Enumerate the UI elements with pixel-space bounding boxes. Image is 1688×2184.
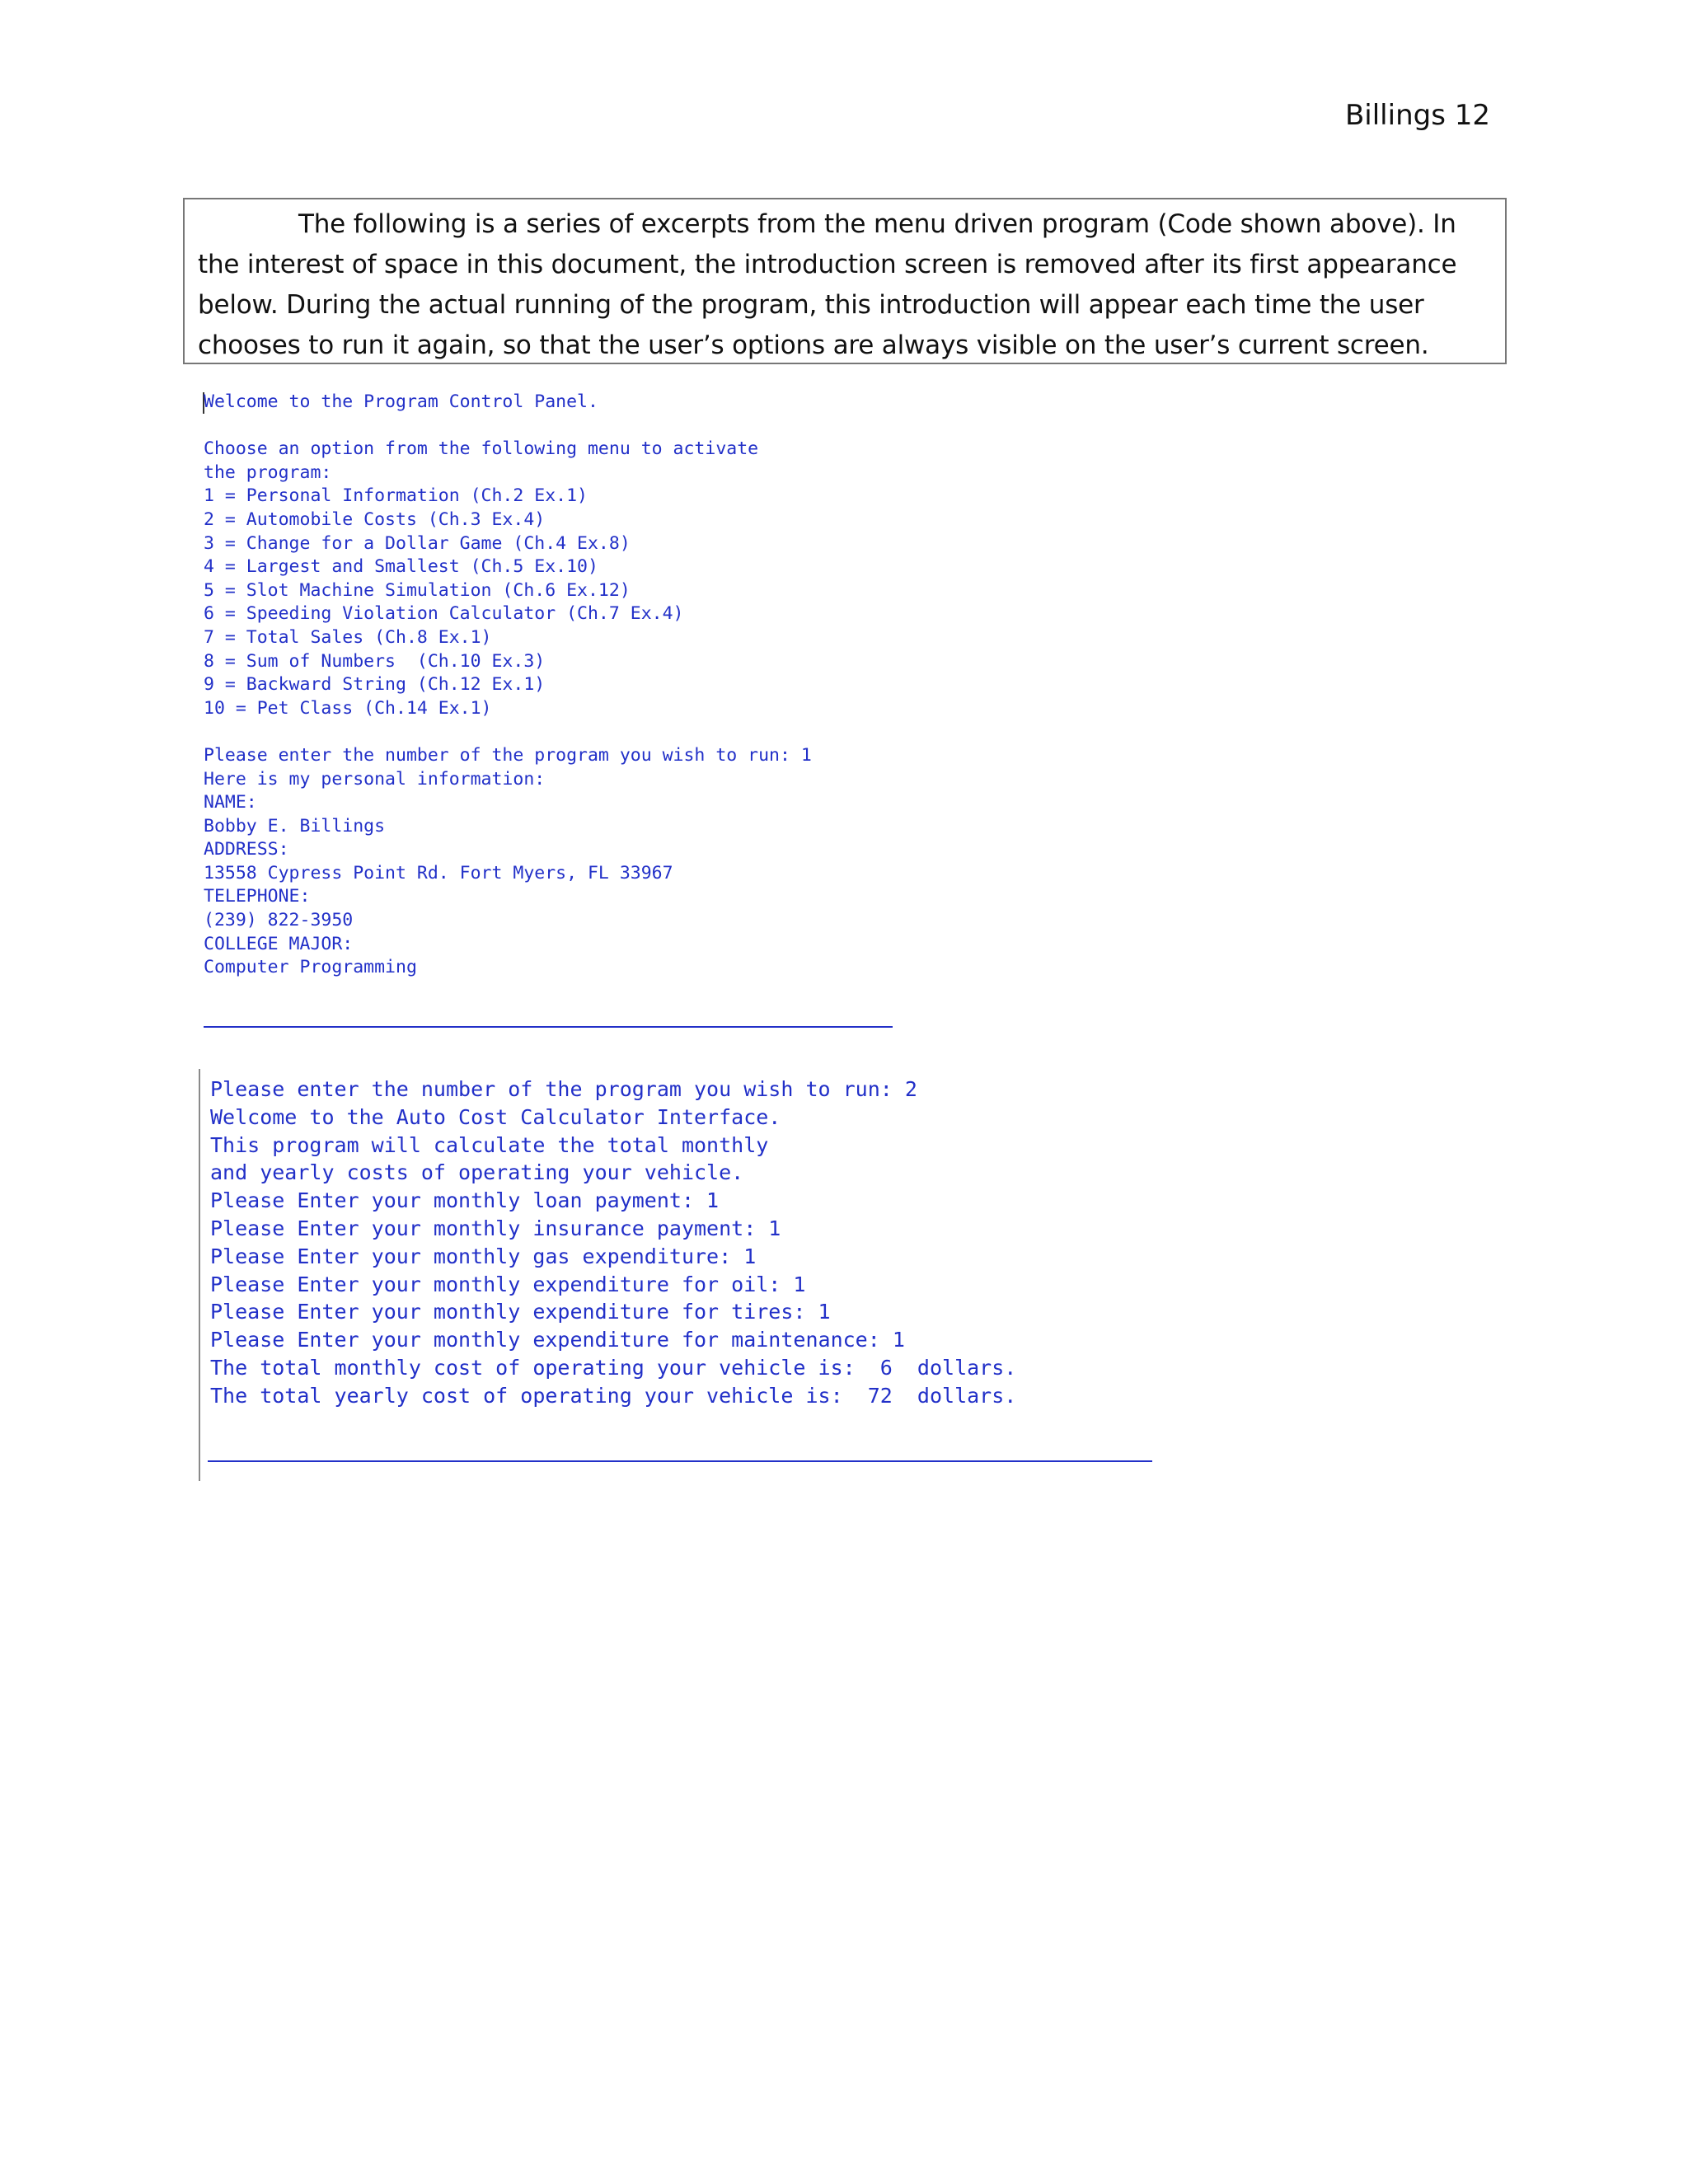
console-line: Please enter the number of the program you wish to run: 2	[210, 1077, 917, 1101]
console-line: and yearly costs of operating your vehicle.	[210, 1160, 744, 1185]
console-divider	[204, 1026, 893, 1028]
console-line: 9 = Backward String (Ch.12 Ex.1)	[204, 674, 546, 696]
console-line: Here is my personal information:	[204, 768, 546, 790]
console-line	[204, 720, 812, 744]
console-line: the program:	[204, 462, 332, 483]
console-line: (239) 822-3950	[204, 910, 354, 931]
console-line: 3 = Change for a Dollar Game (Ch.4 Ex.8)	[204, 532, 631, 554]
console-line: 2 = Automobile Costs (Ch.3 Ex.4)	[204, 509, 546, 530]
console-line: ADDRESS:	[204, 839, 289, 860]
console-line: TELEPHONE:	[204, 886, 311, 907]
console-divider	[208, 1460, 1152, 1462]
console-line: Computer Programming	[204, 957, 417, 978]
console-line: Please Enter your monthly gas expenditure: 1	[210, 1244, 757, 1268]
console-line: Please Enter your monthly expenditure for oil: 1	[210, 1272, 806, 1296]
console-line: 1 = Personal Information (Ch.2 Ex.1)	[204, 485, 588, 507]
console-line: 10 = Pet Class (Ch.14 Ex.1)	[204, 697, 492, 719]
intro-box	[183, 198, 1507, 364]
console-line: Welcome to the Program Control Panel.	[204, 391, 598, 412]
console-line: Please Enter your monthly expenditure for maintenance: 1	[210, 1328, 905, 1352]
console-line: Bobby E. Billings	[204, 815, 386, 837]
console-line: 6 = Speeding Violation Calculator (Ch.7 Ex.4)	[204, 603, 684, 625]
console-line: NAME:	[204, 792, 257, 813]
console-line: Choose an option from the following menu to activate	[204, 438, 759, 460]
console-line: 13558 Cypress Point Rd. Fort Myers, FL 33967	[204, 862, 673, 883]
console-line: Please Enter your monthly insurance payment: 1	[210, 1216, 781, 1240]
console-output-menu	[204, 391, 812, 980]
console-line: 8 = Sum of Numbers (Ch.10 Ex.3)	[204, 650, 546, 672]
console-output-auto-cost	[210, 1076, 1016, 1410]
console-line: Please Enter your monthly expenditure for tires: 1	[210, 1300, 831, 1324]
console-line: The total yearly cost of operating your vehicle is: 72 dollars.	[210, 1383, 1017, 1408]
console-line: 5 = Slot Machine Simulation (Ch.6 Ex.12)	[204, 579, 631, 601]
console-line: Please Enter your monthly loan payment: 1	[210, 1188, 720, 1213]
page-number: Billings 12	[1344, 99, 1490, 132]
console-line: 4 = Largest and Smallest (Ch.5 Ex.10)	[204, 556, 598, 578]
console-line: Please enter the number of the program you wish to run: 1	[204, 744, 812, 766]
console-window-edge	[199, 1069, 200, 1481]
console-line: This program will calculate the total monthly	[210, 1132, 769, 1157]
console-line: The total monthly cost of operating your vehicle is: 6 dollars.	[210, 1355, 1017, 1380]
intro-paragraph: The following is a series of excerpts from the menu driven program (Code shown above). In the interest of space in this document, the introduction screen is removed after its first appearance below. During the actual running of the program, this introduction will appear each time the user chooses to run it again, so that the user’s options are always visible on the user’s current screen.	[198, 209, 1457, 360]
console-line: Welcome to the Auto Cost Calculator Interface.	[210, 1104, 781, 1129]
console-line: COLLEGE MAJOR:	[204, 933, 354, 954]
console-line	[204, 415, 812, 438]
console-line: 7 = Total Sales (Ch.8 Ex.1)	[204, 626, 492, 648]
